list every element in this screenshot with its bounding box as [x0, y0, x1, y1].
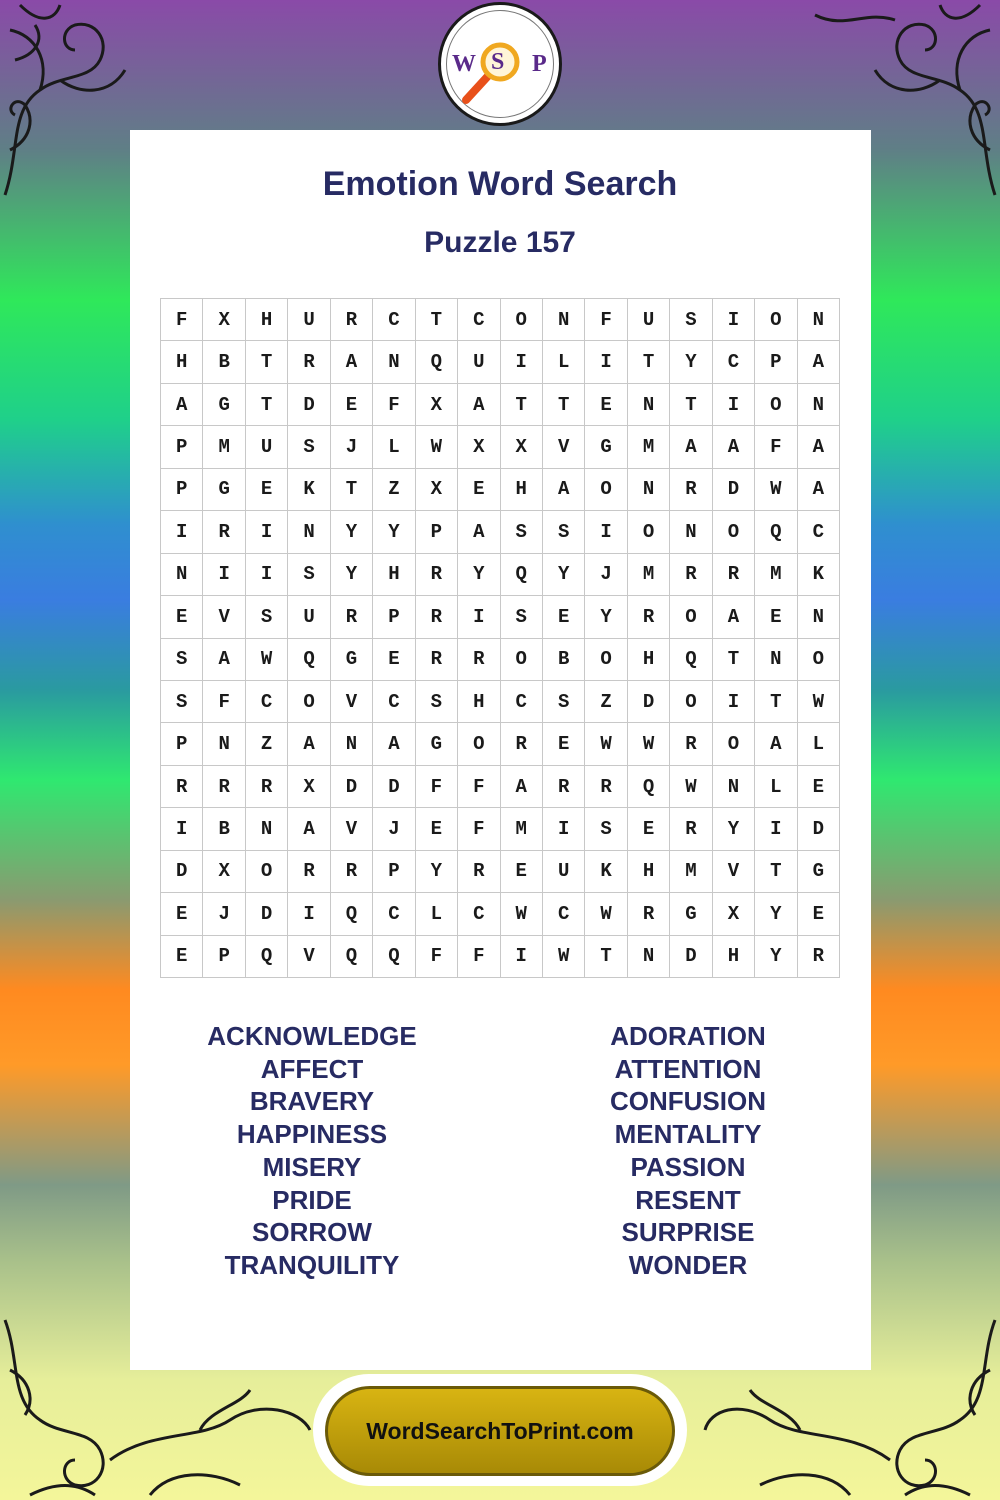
grid-cell[interactable]: H	[628, 639, 670, 681]
grid-cell[interactable]: D	[373, 766, 415, 808]
grid-cell[interactable]: J	[203, 893, 245, 935]
grid-cell[interactable]: W	[501, 893, 543, 935]
grid-cell[interactable]: E	[543, 596, 585, 638]
grid-cell[interactable]: R	[585, 766, 627, 808]
grid-cell[interactable]: W	[543, 936, 585, 978]
grid-cell[interactable]: Y	[543, 554, 585, 596]
grid-cell[interactable]: I	[713, 299, 755, 341]
grid-cell[interactable]: H	[246, 299, 288, 341]
grid-cell[interactable]: A	[713, 596, 755, 638]
letter-grid	[160, 298, 840, 978]
grid-cell[interactable]: E	[458, 469, 500, 511]
grid-cell[interactable]: R	[203, 511, 245, 553]
grid-cell[interactable]: A	[755, 723, 797, 765]
grid-cell[interactable]: O	[755, 299, 797, 341]
grid-cell[interactable]: Y	[755, 893, 797, 935]
grid-cell[interactable]: T	[628, 341, 670, 383]
grid-cell[interactable]: A	[373, 723, 415, 765]
word-list-item: MENTALITY	[614, 1119, 762, 1150]
grid-cell[interactable]: G	[331, 639, 373, 681]
grid-cell[interactable]: R	[798, 936, 840, 978]
grid-cell[interactable]: C	[373, 299, 415, 341]
grid-cell[interactable]: S	[543, 511, 585, 553]
grid-cell[interactable]: X	[416, 469, 458, 511]
grid-cell[interactable]: I	[713, 384, 755, 426]
grid-cell[interactable]: U	[458, 341, 500, 383]
word-list-item: ATTENTION	[614, 1053, 762, 1084]
word-list-item: SORROW	[252, 1217, 372, 1248]
grid-cell[interactable]: H	[373, 554, 415, 596]
grid-cell[interactable]: I	[755, 808, 797, 850]
grid-cell[interactable]: O	[585, 469, 627, 511]
grid-cell[interactable]: V	[288, 936, 330, 978]
grid-cell[interactable]: T	[501, 384, 543, 426]
grid-cell[interactable]: C	[373, 893, 415, 935]
grid-cell[interactable]: G	[670, 893, 712, 935]
grid-cell[interactable]: R	[331, 596, 373, 638]
grid-cell[interactable]: Y	[458, 554, 500, 596]
grid-cell[interactable]: E	[798, 766, 840, 808]
word-list-item: HAPPINESS	[236, 1119, 388, 1150]
grid-cell[interactable]: F	[161, 299, 203, 341]
grid-cell[interactable]: T	[246, 341, 288, 383]
grid-cell[interactable]: G	[203, 469, 245, 511]
grid-cell[interactable]: Q	[628, 766, 670, 808]
grid-cell[interactable]: N	[246, 808, 288, 850]
grid-cell[interactable]: R	[458, 639, 500, 681]
logo-letter-s: S	[491, 49, 505, 75]
grid-cell[interactable]: X	[501, 426, 543, 468]
grid-cell[interactable]: P	[203, 936, 245, 978]
grid-cell[interactable]: S	[288, 554, 330, 596]
grid-cell[interactable]: Y	[585, 596, 627, 638]
grid-cell[interactable]: A	[798, 469, 840, 511]
grid-cell[interactable]: W	[755, 469, 797, 511]
word-list-item: PASSION	[630, 1151, 746, 1182]
grid-cell[interactable]: Y	[416, 851, 458, 893]
grid-cell[interactable]: E	[246, 469, 288, 511]
grid-cell[interactable]: Y	[331, 511, 373, 553]
grid-cell[interactable]: C	[458, 299, 500, 341]
grid-cell[interactable]: N	[331, 723, 373, 765]
word-list-item: SURPRISE	[621, 1217, 755, 1248]
grid-cell[interactable]: V	[331, 808, 373, 850]
grid-cell[interactable]: U	[288, 299, 330, 341]
grid-cell[interactable]: D	[331, 766, 373, 808]
logo-letter-w: W	[452, 51, 476, 77]
grid-cell[interactable]: V	[713, 851, 755, 893]
grid-cell[interactable]: A	[288, 723, 330, 765]
grid-cell[interactable]: Y	[713, 808, 755, 850]
grid-cell[interactable]: S	[416, 681, 458, 723]
grid-cell[interactable]: P	[416, 511, 458, 553]
grid-cell[interactable]: D	[246, 893, 288, 935]
grid-cell[interactable]: I	[203, 554, 245, 596]
grid-cell[interactable]: Q	[288, 639, 330, 681]
grid-cell[interactable]: W	[585, 723, 627, 765]
grid-cell[interactable]: R	[543, 766, 585, 808]
grid-cell[interactable]: P	[373, 851, 415, 893]
grid-cell[interactable]: L	[373, 426, 415, 468]
word-list-item: ACKNOWLEDGE	[207, 1021, 417, 1051]
grid-cell[interactable]: Z	[246, 723, 288, 765]
grid-cell[interactable]: A	[331, 341, 373, 383]
grid-cell[interactable]: Z	[585, 681, 627, 723]
grid-cell[interactable]: Y	[755, 936, 797, 978]
grid-cell[interactable]: I	[585, 511, 627, 553]
grid-cell[interactable]: G	[798, 851, 840, 893]
grid-cell[interactable]: W	[416, 426, 458, 468]
grid-cell[interactable]: N	[798, 596, 840, 638]
grid-cell[interactable]: F	[755, 426, 797, 468]
grid-cell[interactable]: V	[543, 426, 585, 468]
grid-cell[interactable]: R	[288, 341, 330, 383]
grid-cell[interactable]: O	[755, 384, 797, 426]
grid-cell[interactable]: O	[798, 639, 840, 681]
grid-cell[interactable]: H	[501, 469, 543, 511]
grid-cell[interactable]: H	[161, 341, 203, 383]
grid-cell[interactable]: F	[416, 766, 458, 808]
grid-cell[interactable]: T	[543, 384, 585, 426]
grid-cell[interactable]: N	[161, 554, 203, 596]
grid-cell[interactable]: A	[288, 808, 330, 850]
grid-cell[interactable]: Q	[755, 511, 797, 553]
grid-cell[interactable]: I	[161, 808, 203, 850]
grid-cell[interactable]: S	[543, 681, 585, 723]
grid-cell[interactable]: R	[331, 851, 373, 893]
grid-cell[interactable]: M	[628, 426, 670, 468]
grid-cell[interactable]: S	[501, 596, 543, 638]
grid-cell[interactable]: W	[246, 639, 288, 681]
grid-cell[interactable]: T	[755, 851, 797, 893]
word-list-item: AFFECT	[260, 1053, 364, 1084]
word-list-item: CONFUSION	[610, 1086, 766, 1117]
grid-cell[interactable]: H	[458, 681, 500, 723]
grid-cell[interactable]: O	[713, 511, 755, 553]
grid-cell[interactable]: U	[543, 851, 585, 893]
grid-cell[interactable]: G	[416, 723, 458, 765]
grid-cell[interactable]: I	[458, 596, 500, 638]
grid-cell[interactable]: R	[161, 766, 203, 808]
grid-cell[interactable]: J	[331, 426, 373, 468]
grid-cell[interactable]: C	[501, 681, 543, 723]
grid-cell[interactable]: Q	[246, 936, 288, 978]
grid-cell[interactable]: S	[501, 511, 543, 553]
grid-cell[interactable]: W	[670, 766, 712, 808]
grid-cell[interactable]: S	[246, 596, 288, 638]
grid-cell[interactable]: R	[670, 723, 712, 765]
grid-cell[interactable]: I	[246, 511, 288, 553]
grid-cell[interactable]: T	[331, 469, 373, 511]
grid-cell[interactable]: W	[628, 723, 670, 765]
grid-cell[interactable]: N	[755, 639, 797, 681]
grid-cell[interactable]: S	[161, 639, 203, 681]
grid-cell[interactable]: O	[585, 639, 627, 681]
grid-cell[interactable]: R	[713, 554, 755, 596]
word-list-item: PRIDE	[272, 1184, 352, 1215]
grid-cell[interactable]: S	[288, 426, 330, 468]
grid-cell[interactable]: C	[246, 681, 288, 723]
grid-cell[interactable]: C	[713, 341, 755, 383]
grid-cell[interactable]: N	[288, 511, 330, 553]
word-list-item: MISERY	[262, 1151, 362, 1182]
grid-cell[interactable]: R	[670, 554, 712, 596]
grid-cell[interactable]: E	[755, 596, 797, 638]
grid-cell[interactable]: R	[203, 766, 245, 808]
grid-cell[interactable]: W	[798, 681, 840, 723]
grid-cell[interactable]: G	[203, 384, 245, 426]
grid-cell[interactable]: N	[373, 341, 415, 383]
grid-cell[interactable]: J	[585, 554, 627, 596]
grid-cell[interactable]: F	[373, 384, 415, 426]
word-list-item: ADORATION	[610, 1021, 766, 1051]
word-list-item: BRAVERY	[249, 1086, 375, 1117]
grid-cell[interactable]: O	[288, 681, 330, 723]
grid-cell[interactable]: L	[755, 766, 797, 808]
grid-cell[interactable]: R	[628, 893, 670, 935]
grid-cell[interactable]: N	[670, 511, 712, 553]
grid-cell[interactable]: R	[458, 851, 500, 893]
grid-cell[interactable]: Y	[373, 511, 415, 553]
word-list-item: WONDER	[628, 1249, 748, 1280]
grid-cell[interactable]: P	[161, 426, 203, 468]
grid-cell[interactable]: C	[798, 511, 840, 553]
grid-cell[interactable]: N	[713, 766, 755, 808]
grid-cell[interactable]: F	[203, 681, 245, 723]
grid-cell[interactable]: O	[246, 851, 288, 893]
grid-cell[interactable]: K	[585, 851, 627, 893]
grid-cell[interactable]: F	[416, 936, 458, 978]
grid-cell[interactable]: F	[458, 808, 500, 850]
grid-cell[interactable]: N	[628, 469, 670, 511]
grid-cell[interactable]: A	[670, 426, 712, 468]
word-list-right	[538, 1020, 838, 1282]
grid-cell[interactable]: K	[288, 469, 330, 511]
grid-cell[interactable]: G	[585, 426, 627, 468]
word-list-left	[162, 1020, 462, 1282]
grid-cell[interactable]: I	[288, 893, 330, 935]
grid-cell[interactable]: P	[755, 341, 797, 383]
grid-cell[interactable]: V	[203, 596, 245, 638]
grid-cell[interactable]: L	[416, 893, 458, 935]
grid-cell[interactable]: N	[203, 723, 245, 765]
grid-cell[interactable]: E	[585, 384, 627, 426]
grid-cell[interactable]: E	[373, 639, 415, 681]
grid-cell[interactable]: R	[670, 469, 712, 511]
page-title: Emotion Word Search	[322, 165, 678, 203]
grid-cell[interactable]: O	[628, 511, 670, 553]
grid-cell[interactable]: D	[670, 936, 712, 978]
grid-cell[interactable]: F	[458, 766, 500, 808]
grid-cell[interactable]: C	[373, 681, 415, 723]
grid-cell[interactable]: S	[670, 299, 712, 341]
grid-cell[interactable]: O	[670, 681, 712, 723]
word-list-item: RESENT	[635, 1184, 741, 1215]
grid-cell[interactable]: R	[670, 808, 712, 850]
grid-cell[interactable]: R	[416, 554, 458, 596]
grid-cell[interactable]: N	[628, 384, 670, 426]
grid-cell[interactable]: L	[543, 341, 585, 383]
grid-cell[interactable]: U	[628, 299, 670, 341]
grid-cell[interactable]: C	[543, 893, 585, 935]
grid-cell[interactable]: N	[798, 299, 840, 341]
grid-cell[interactable]: N	[543, 299, 585, 341]
grid-cell[interactable]: A	[458, 511, 500, 553]
grid-cell[interactable]: E	[543, 723, 585, 765]
grid-cell[interactable]: R	[288, 851, 330, 893]
grid-cell[interactable]: X	[203, 851, 245, 893]
grid-cell[interactable]: Q	[331, 936, 373, 978]
grid-cell[interactable]: R	[416, 639, 458, 681]
grid-cell[interactable]: T	[246, 384, 288, 426]
grid-cell[interactable]: B	[203, 808, 245, 850]
grid-cell[interactable]: X	[458, 426, 500, 468]
grid-cell[interactable]: X	[203, 299, 245, 341]
grid-cell[interactable]: E	[798, 893, 840, 935]
grid-cell[interactable]: F	[458, 936, 500, 978]
grid-cell[interactable]: F	[585, 299, 627, 341]
grid-cell[interactable]: S	[585, 808, 627, 850]
grid-cell[interactable]: Q	[373, 936, 415, 978]
grid-cell[interactable]: D	[798, 808, 840, 850]
wsp-logo	[438, 2, 562, 126]
grid-cell[interactable]: E	[161, 893, 203, 935]
grid-cell[interactable]: E	[416, 808, 458, 850]
grid-cell[interactable]: V	[331, 681, 373, 723]
website-link-button[interactable]: WordSearchToPrint.com	[325, 1386, 675, 1476]
grid-cell[interactable]: O	[458, 723, 500, 765]
grid-cell[interactable]: T	[416, 299, 458, 341]
grid-cell[interactable]: I	[501, 936, 543, 978]
grid-cell[interactable]: I	[543, 808, 585, 850]
grid-cell[interactable]: T	[755, 681, 797, 723]
grid-cell[interactable]: I	[713, 681, 755, 723]
grid-cell[interactable]: R	[416, 596, 458, 638]
grid-cell[interactable]: P	[161, 723, 203, 765]
grid-cell[interactable]: Q	[670, 639, 712, 681]
grid-cell[interactable]: A	[713, 426, 755, 468]
grid-cell[interactable]: A	[203, 639, 245, 681]
grid-cell[interactable]: P	[373, 596, 415, 638]
grid-cell[interactable]: E	[501, 851, 543, 893]
grid-cell[interactable]: I	[501, 341, 543, 383]
grid-cell[interactable]: D	[628, 681, 670, 723]
grid-cell[interactable]: E	[331, 384, 373, 426]
grid-cell[interactable]: A	[501, 766, 543, 808]
grid-cell[interactable]: I	[246, 554, 288, 596]
grid-cell[interactable]: D	[288, 384, 330, 426]
magnifier-handle-icon	[466, 76, 488, 100]
grid-cell[interactable]: A	[798, 426, 840, 468]
grid-cell[interactable]: O	[670, 596, 712, 638]
grid-cell[interactable]: C	[458, 893, 500, 935]
grid-cell[interactable]: H	[713, 936, 755, 978]
grid-cell[interactable]: Q	[501, 554, 543, 596]
grid-cell[interactable]: S	[161, 681, 203, 723]
grid-cell[interactable]: R	[628, 596, 670, 638]
grid-cell[interactable]: O	[713, 723, 755, 765]
grid-cell[interactable]: R	[246, 766, 288, 808]
grid-cell[interactable]: J	[373, 808, 415, 850]
grid-cell[interactable]: Q	[331, 893, 373, 935]
grid-cell[interactable]: M	[628, 554, 670, 596]
puzzle-number: Puzzle 157	[424, 226, 576, 259]
logo-letter-p: P	[532, 51, 547, 77]
grid-cell[interactable]: A	[458, 384, 500, 426]
grid-cell[interactable]: E	[628, 808, 670, 850]
grid-cell[interactable]: Z	[373, 469, 415, 511]
word-list-item: TRANQUILITY	[224, 1249, 400, 1280]
grid-cell[interactable]: P	[161, 469, 203, 511]
grid-cell[interactable]: O	[501, 299, 543, 341]
grid-cell[interactable]: Q	[416, 341, 458, 383]
grid-cell[interactable]: R	[331, 299, 373, 341]
grid-cell[interactable]: A	[161, 384, 203, 426]
grid-cell[interactable]: D	[161, 851, 203, 893]
grid-cell[interactable]: I	[585, 341, 627, 383]
grid-cell[interactable]: H	[628, 851, 670, 893]
grid-cell[interactable]: Y	[331, 554, 373, 596]
grid-cell[interactable]: U	[288, 596, 330, 638]
grid-cell[interactable]: K	[798, 554, 840, 596]
grid-cell[interactable]: I	[161, 511, 203, 553]
grid-cell[interactable]: T	[585, 936, 627, 978]
grid-cell[interactable]: N	[798, 384, 840, 426]
grid-cell[interactable]: M	[501, 808, 543, 850]
grid-cell[interactable]: M	[755, 554, 797, 596]
grid-cell[interactable]: T	[670, 384, 712, 426]
grid-cell[interactable]: U	[246, 426, 288, 468]
grid-cell[interactable]: Y	[670, 341, 712, 383]
grid-cell[interactable]: A	[798, 341, 840, 383]
grid-cell[interactable]: B	[203, 341, 245, 383]
grid-cell[interactable]: T	[713, 639, 755, 681]
grid-cell[interactable]: W	[585, 893, 627, 935]
grid-cell[interactable]: O	[501, 639, 543, 681]
grid-cell[interactable]: B	[543, 639, 585, 681]
grid-cell[interactable]: N	[628, 936, 670, 978]
grid-cell[interactable]: X	[713, 893, 755, 935]
grid-cell[interactable]: M	[670, 851, 712, 893]
grid-cell[interactable]: E	[161, 596, 203, 638]
grid-cell[interactable]: M	[203, 426, 245, 468]
grid-cell[interactable]: X	[288, 766, 330, 808]
grid-cell[interactable]: E	[161, 936, 203, 978]
grid-cell[interactable]: D	[713, 469, 755, 511]
grid-cell[interactable]: R	[501, 723, 543, 765]
grid-cell[interactable]: X	[416, 384, 458, 426]
grid-cell[interactable]: A	[543, 469, 585, 511]
grid-cell[interactable]: L	[798, 723, 840, 765]
